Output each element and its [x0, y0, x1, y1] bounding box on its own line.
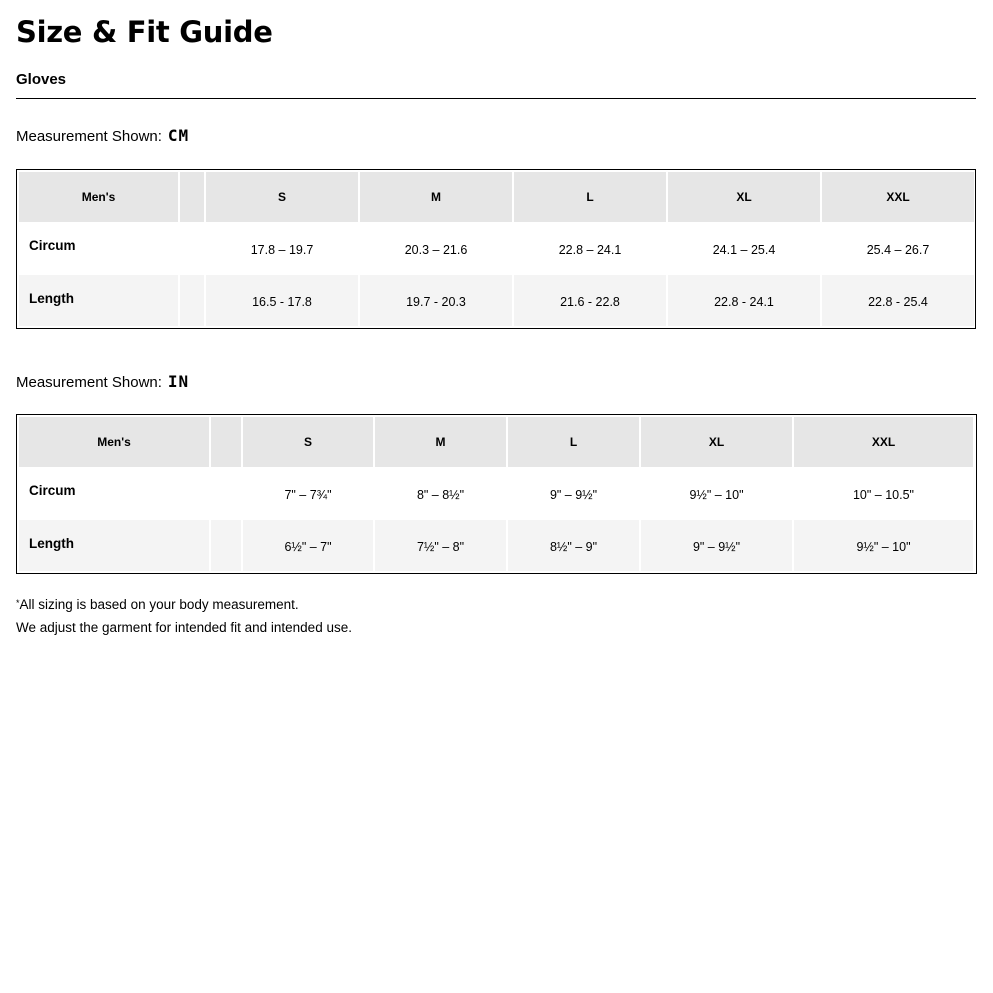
row-spacer	[211, 520, 241, 571]
section-divider	[16, 98, 976, 99]
size-table-in	[16, 414, 977, 574]
row-spacer	[180, 222, 204, 275]
size-header-s: S	[206, 172, 358, 222]
size-header-m: M	[360, 172, 512, 222]
measurement-label: Measurement Shown:	[16, 128, 162, 145]
table-cell: 8½" – 9"	[508, 520, 639, 571]
size-header-m: M	[375, 417, 506, 467]
size-header-xl: XL	[641, 417, 792, 467]
size-header-s: S	[243, 417, 373, 467]
unit-label-cm: CM	[167, 126, 190, 145]
footnote-asterisk: *	[16, 598, 20, 608]
size-header-xl: XL	[668, 172, 820, 222]
table-cell: 22.8 - 24.1	[668, 275, 820, 326]
size-header-xxl: XXL	[794, 417, 973, 467]
footnote-line-1	[16, 593, 352, 616]
table-cell: 9" – 9½"	[641, 520, 792, 571]
table-cell: 6½" – 7"	[243, 520, 373, 571]
footnote-line-2: We adjust the garment for intended fit and intended use.	[16, 620, 352, 635]
size-header-xxl: XXL	[822, 172, 974, 222]
row-spacer	[211, 467, 241, 520]
table-cell: 22.8 – 24.1	[514, 222, 666, 275]
size-header-l: L	[508, 417, 639, 467]
table-spacer-header	[180, 172, 204, 222]
row-label-length: Length	[19, 520, 209, 571]
table-cell: 9½" – 10"	[641, 467, 792, 520]
table-cell: 9½" – 10"	[794, 520, 973, 571]
table-corner-header: Men's	[19, 417, 209, 467]
table-cell: 10" – 10.5"	[794, 467, 973, 520]
page-title: Size & Fit Guide	[16, 15, 273, 49]
table-spacer-header	[211, 417, 241, 467]
measurement-shown-cm	[16, 126, 189, 147]
unit-label-in: IN	[167, 372, 190, 391]
table-cell: 8" – 8½"	[375, 467, 506, 520]
table-cell: 24.1 – 25.4	[668, 222, 820, 275]
table-cell: 25.4 – 26.7	[822, 222, 974, 275]
table-cell: 19.7 - 20.3	[360, 275, 512, 326]
measurement-label: Measurement Shown:	[16, 374, 162, 391]
size-table-cm	[16, 169, 976, 329]
section-heading-gloves: Gloves	[16, 71, 67, 88]
table-cell: 9" – 9½"	[508, 467, 639, 520]
footnote-text-1: All sizing is based on your body measurement.	[19, 597, 299, 612]
table-cell: 16.5 - 17.8	[206, 275, 358, 326]
table-cell: 21.6 - 22.8	[514, 275, 666, 326]
row-label-circum: Circum	[19, 222, 178, 275]
measurement-shown-in	[16, 372, 189, 393]
table-cell: 20.3 – 21.6	[360, 222, 512, 275]
table-corner-header: Men's	[19, 172, 178, 222]
row-label-length: Length	[19, 275, 178, 326]
row-label-circum: Circum	[19, 467, 209, 520]
table-cell: 17.8 – 19.7	[206, 222, 358, 275]
size-header-l: L	[514, 172, 666, 222]
footnote	[16, 593, 352, 639]
table-cell: 7" – 7¾"	[243, 467, 373, 520]
row-spacer	[180, 275, 204, 326]
table-cell: 7½" – 8"	[375, 520, 506, 571]
table-cell: 22.8 - 25.4	[822, 275, 974, 326]
